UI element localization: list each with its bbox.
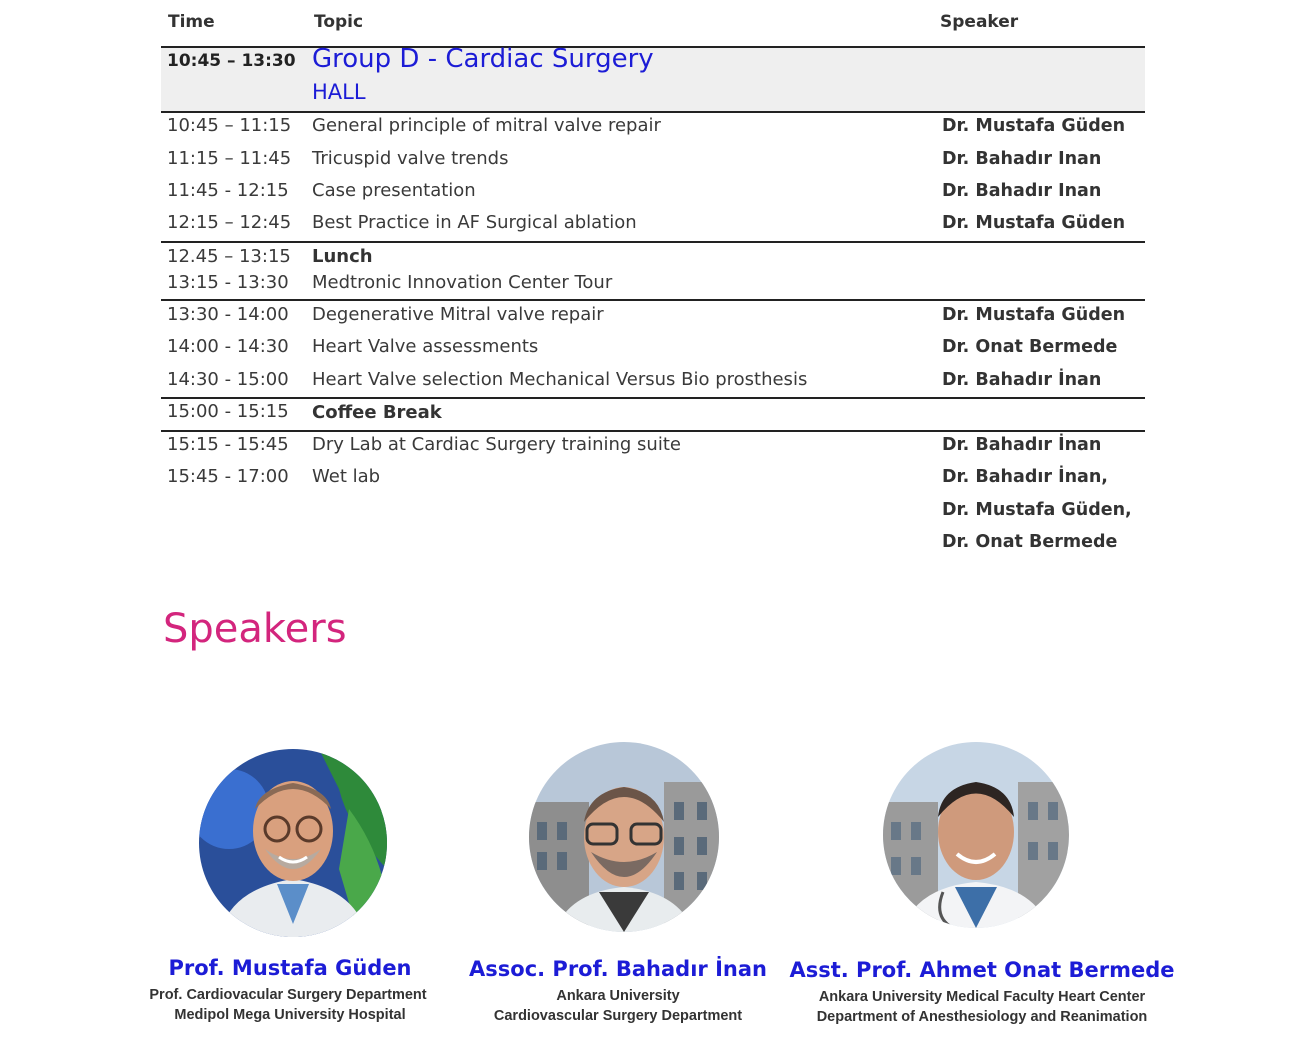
divider xyxy=(161,111,1145,113)
row-speaker: Dr. Bahadır İnan, xyxy=(942,467,1108,487)
speakers-heading: Speakers xyxy=(163,606,347,652)
group-subtitle: HALL xyxy=(312,80,366,104)
row-speaker: Dr. Mustafa Güden xyxy=(942,116,1126,136)
row-speaker: Dr. Mustafa Güden xyxy=(942,305,1126,325)
row-topic: Degenerative Mitral valve repair xyxy=(312,304,604,325)
divider xyxy=(161,397,1145,399)
header-topic: Topic xyxy=(314,12,364,32)
row-speaker-extra: Dr. Mustafa Güden, xyxy=(942,500,1132,520)
speaker-affiliation: Ankara University xyxy=(556,988,680,1004)
divider xyxy=(161,430,1145,432)
row-topic: Medtronic Innovation Center Tour xyxy=(312,272,613,293)
header-speaker: Speaker xyxy=(940,12,1019,32)
speaker-affiliation: Medipol Mega University Hospital xyxy=(174,1007,406,1023)
row-speaker: Dr. Bahadır İnan xyxy=(942,435,1102,455)
speaker-affiliation: Cardiovascular Surgery Department xyxy=(493,1008,743,1024)
row-topic: Case presentation xyxy=(312,180,476,201)
group-title: Group D - Cardiac Surgery xyxy=(312,44,654,74)
row-topic: General principle of mitral valve repair xyxy=(312,115,661,136)
row-topic: Best Practice in AF Surgical ablation xyxy=(312,212,637,233)
row-time: 15:45 - 17:00 xyxy=(167,466,289,487)
row-time: 13:30 - 14:00 xyxy=(167,304,289,325)
divider xyxy=(161,241,1145,243)
row-time: 10:45 – 11:15 xyxy=(167,115,292,136)
row-topic: Dry Lab at Cardiac Surgery training suite xyxy=(312,434,681,455)
row-time: 12:15 – 12:45 xyxy=(167,212,292,233)
speaker-photo-inan xyxy=(529,742,719,932)
row-topic-lunch: Lunch xyxy=(312,246,373,267)
group-time: 10:45 – 13:30 xyxy=(167,51,296,71)
header-time: Time xyxy=(168,12,215,32)
speaker-name: Prof. Mustafa Güden xyxy=(168,956,412,980)
row-topic: Heart Valve assessments xyxy=(312,336,539,357)
row-time: 15:00 - 15:15 xyxy=(167,401,289,422)
row-topic: Wet lab xyxy=(312,466,381,487)
row-time: 14:30 - 15:00 xyxy=(167,369,289,390)
speaker-affiliation: Ankara University Medical Faculty Heart Center xyxy=(818,989,1146,1005)
row-topic: Heart Valve selection Mechanical Versus Bio prosthesis xyxy=(312,369,808,390)
row-speaker-extra: Dr. Onat Bermede xyxy=(942,532,1118,552)
speaker-affiliation: Department of Anesthesiology and Reanimation xyxy=(816,1009,1148,1025)
row-speaker: Dr. Bahadır Inan xyxy=(942,181,1102,201)
divider xyxy=(161,299,1145,301)
speaker-affiliation: Prof. Cardiovacular Surgery Department xyxy=(149,987,427,1003)
row-speaker: Dr. Bahadır İnan xyxy=(942,370,1102,390)
row-speaker: Dr. Onat Bermede xyxy=(942,337,1118,357)
row-speaker: Dr. Bahadır Inan xyxy=(942,149,1102,169)
row-time: 15:15 - 15:45 xyxy=(167,434,289,455)
row-time: 11:15 – 11:45 xyxy=(167,148,292,169)
row-time: 12.45 – 13:15 xyxy=(167,246,291,267)
speaker-name: Asst. Prof. Ahmet Onat Bermede xyxy=(789,958,1175,982)
row-topic: Tricuspid valve trends xyxy=(312,148,509,169)
row-topic-coffee: Coffee Break xyxy=(312,402,442,423)
row-time: 14:00 - 14:30 xyxy=(167,336,289,357)
row-time: 11:45 - 12:15 xyxy=(167,180,289,201)
speaker-photo-bermede xyxy=(883,742,1069,928)
speaker-photo-guden xyxy=(199,749,387,937)
speaker-name: Assoc. Prof. Bahadır İnan xyxy=(469,957,767,981)
row-speaker: Dr. Mustafa Güden xyxy=(942,213,1126,233)
row-time: 13:15 - 13:30 xyxy=(167,272,289,293)
